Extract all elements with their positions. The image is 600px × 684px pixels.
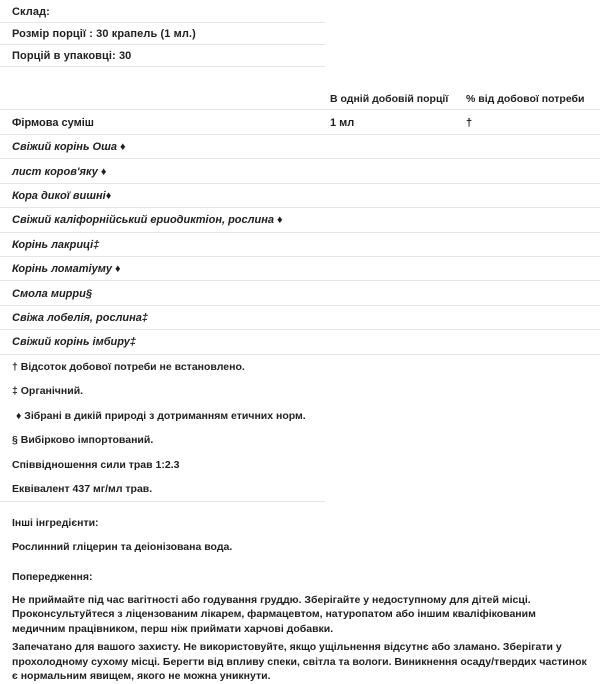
serving-size-label: Розмір порції : 30 крапель (1 мл.) [12, 28, 196, 40]
footnote-row [0, 379, 600, 404]
table-row [0, 281, 600, 305]
warnings-heading [0, 568, 600, 586]
table-row [0, 159, 600, 183]
ingredient-name: Смола мирри§ [12, 287, 92, 300]
footnotes-block [0, 355, 600, 502]
ingredient-name: Свіжий корінь імбиру‡ [12, 336, 136, 349]
table-row [0, 233, 600, 257]
footnote-row [0, 355, 600, 380]
row-separator [0, 501, 325, 502]
footnote-row [0, 477, 600, 502]
column-header-amount-per-serving: В одній добовій порції [330, 92, 449, 105]
blend-name: Фірмова суміш [12, 116, 94, 129]
table-row [0, 184, 600, 208]
table-spacer [0, 67, 600, 87]
other-ingredients-body-text: Рослинний гліцерин та деіонізована вода. [12, 540, 233, 553]
table-row [0, 306, 600, 330]
table-row [0, 208, 600, 232]
ingredient-name: Корінь лакриці‡ [12, 238, 100, 251]
footnote-text: † Відсоток добової потреби не встановлено. [12, 360, 245, 373]
other-ingredients-block [0, 514, 600, 556]
footnote-text: § Вибірково імпортований. [12, 434, 154, 447]
warnings-block [0, 568, 600, 684]
herb-strength-ratio-text: Співвідношення сили трав 1:2.3 [12, 458, 180, 471]
herb-equivalence-text: Еквівалент 437 мг/мл трав. [12, 483, 153, 496]
serving-info-row [0, 0, 600, 23]
blend-daily-value: † [466, 116, 473, 129]
ingredient-name: Свіжий корінь Оша ♦ [12, 141, 126, 154]
footnote-text: ♦ Зібрані в дикій природі з дотриманням етичних норм. [16, 409, 306, 422]
footnote-row [0, 428, 600, 453]
warnings-paragraph: Запечатано для вашого захисту. Не використовуйте, якщо ущільнення відсутнє або зламано. Зберігати у прохолодному сухому місці. Берегти від впливу спеки, світла та вологи. Виникнення осаду/твердих частинок є нормальним явищем, якого не можна уникнути. [12, 641, 587, 683]
ingredient-name: лист коров'яку ♦ [12, 165, 107, 178]
other-ingredients-heading [0, 514, 600, 532]
table-row [0, 257, 600, 281]
other-ingredients-body [0, 538, 600, 556]
table-column-header-row [0, 87, 600, 110]
warnings-heading-text: Попередження: [12, 570, 93, 583]
table-row [0, 330, 600, 354]
other-ingredients-heading-text: Інші інгредієнти: [12, 516, 99, 529]
ingredient-name: Свіжа лобелія, рослина‡ [12, 311, 149, 324]
blend-amount: 1 мл [330, 116, 355, 129]
ingredient-name: Корінь ломатіуму ♦ [12, 263, 121, 276]
serving-info-label: Склад: [12, 6, 50, 18]
table-row [0, 135, 600, 159]
column-header-percent-daily-value: % від добової потреби [466, 92, 585, 105]
servings-per-container-label: Порцій в упаковці: 30 [12, 50, 132, 62]
serving-info-block [0, 0, 600, 67]
footnote-row [0, 404, 600, 429]
footnote-text: ‡ Органічний. [12, 385, 84, 398]
nutrition-facts-table [0, 87, 600, 355]
serving-info-row [0, 23, 600, 45]
ingredient-name: Кора дикої вишні♦ [12, 189, 112, 202]
proprietary-blend-row [0, 110, 600, 135]
serving-info-row [0, 45, 600, 67]
ingredient-name: Свіжий каліфорнійський ериодиктіон, рослина ♦ [12, 214, 283, 227]
footnote-row [0, 453, 600, 478]
warnings-paragraph: Не приймайте під час вагітності або годування груддю. Зберігайте у недоступному для дітей місці. Проконсультуйтеся з ліцензованим лікарем, фармацевтом, натуропатом або іншим кваліфікованим медичним працівником, перш ніж приймати харчові добавки. [12, 593, 536, 635]
